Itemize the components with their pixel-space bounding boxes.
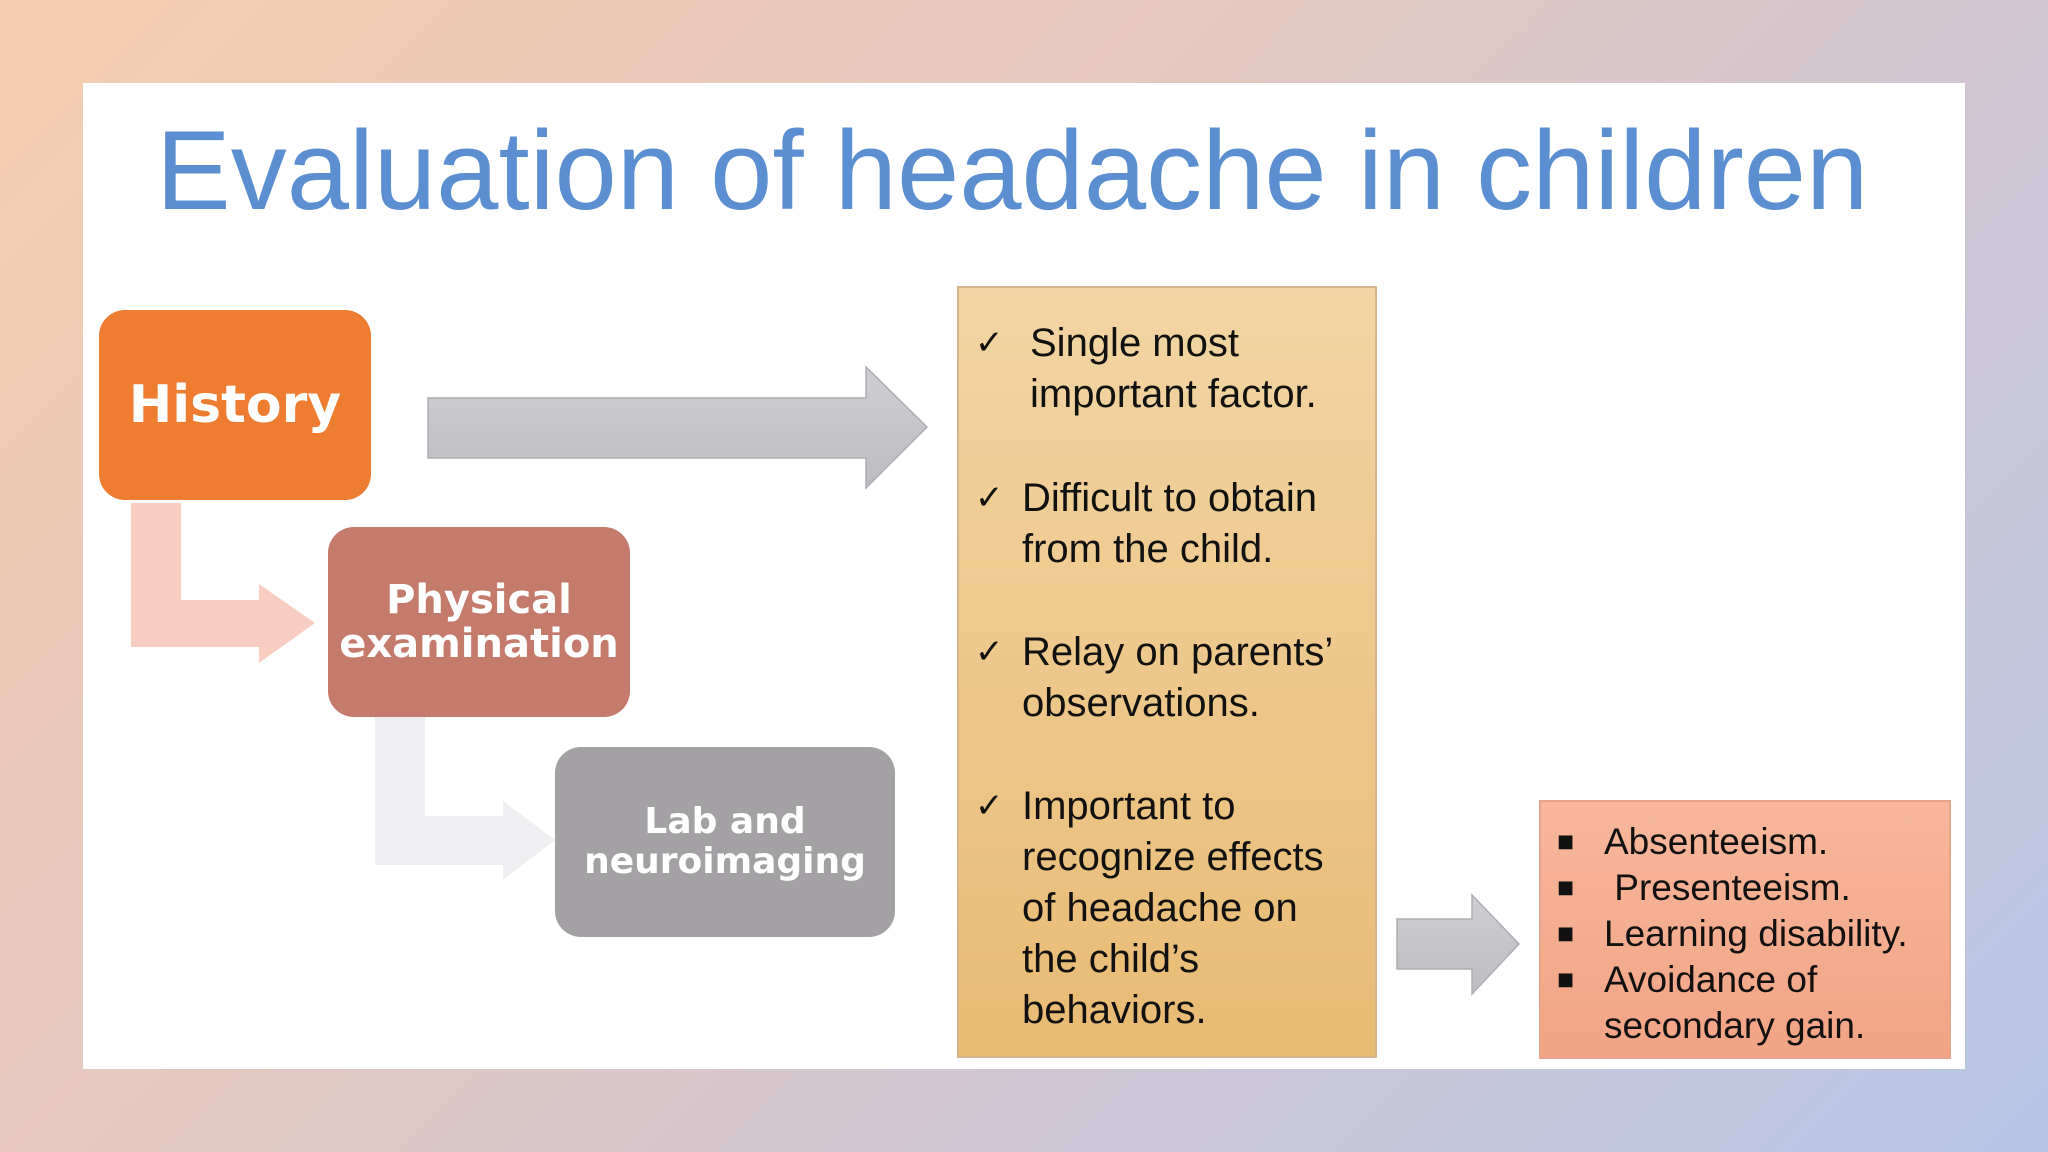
step-physical-label-line-2: examination [339, 621, 619, 667]
step-physical-examination [328, 527, 630, 717]
effects-box [1539, 800, 1951, 1059]
effect-text: Learning disability. [1604, 913, 1908, 954]
checkmark-icon: ✓ [975, 786, 1004, 826]
square-bullet-icon: ■ [1557, 831, 1575, 852]
step-history [99, 310, 371, 500]
history-note-text: Relay on parents’ observations. [1022, 630, 1332, 725]
effect-text: Presenteeism. [1604, 867, 1851, 908]
square-bullet-icon: ■ [1557, 923, 1575, 944]
step-history-label: History [128, 375, 342, 435]
arrow-notes-to-effects [1397, 895, 1519, 994]
step-physical-label-line-1: Physical [386, 577, 572, 623]
slide [83, 83, 1965, 1069]
checkmark-icon: ✓ [975, 478, 1004, 518]
history-note-text: Single most important factor. [1030, 321, 1317, 416]
history-note-text: Difficult to obtain from the child. [1022, 476, 1317, 571]
elbow-arrow-history-to-physical [131, 503, 315, 663]
checkmark-icon: ✓ [975, 632, 1004, 672]
arrow-history-to-notes [428, 367, 927, 488]
slide-title: Evaluation of headache in children [156, 108, 1869, 233]
square-bullet-icon: ■ [1557, 969, 1575, 990]
step-lab-label-line-2: neuroimaging [584, 841, 866, 882]
effect-text: Absenteeism. [1604, 821, 1829, 862]
effect-text: Avoidance of secondary gain. [1604, 959, 1866, 1046]
step-lab-label-line-1: Lab and [644, 801, 806, 842]
square-bullet-icon: ■ [1557, 877, 1575, 898]
history-notes-box [957, 286, 1377, 1058]
step-lab-and-neuroimaging [555, 747, 895, 937]
elbow-arrow-physical-to-lab [375, 717, 555, 880]
checkmark-icon: ✓ [975, 323, 1004, 363]
history-note-text: Important to recognize effects of headache on the child’s behaviors. [1022, 784, 1324, 1032]
